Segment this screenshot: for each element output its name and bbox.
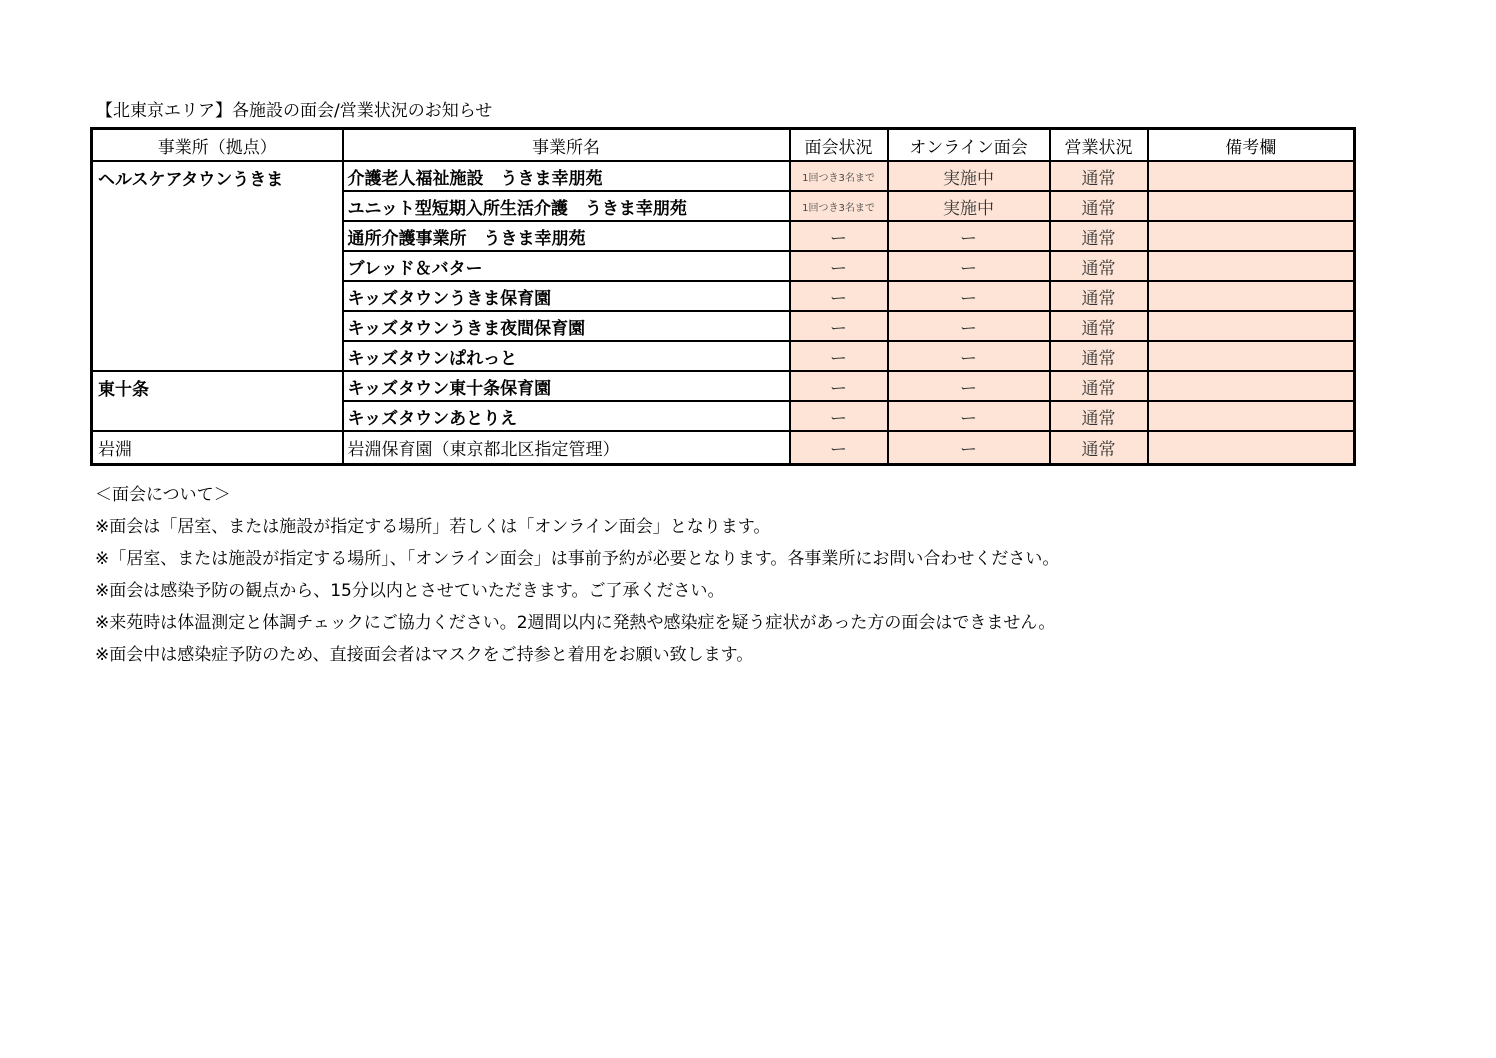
header-facility-name: 事業所名 [343, 129, 790, 162]
table-row [92, 371, 1355, 401]
page-title: 【北東京エリア】各施設の面会/営業状況のお知らせ [96, 101, 493, 121]
remarks [1148, 401, 1355, 431]
header-row [92, 129, 1355, 162]
remarks [1148, 251, 1355, 281]
note-line: ※面会は感染予防の観点から、15分以内とさせていただきます。ご了承ください。 [95, 581, 725, 601]
facility-name: キッズタウンぱれっと [343, 341, 790, 371]
facility-name: ユニット型短期入所生活介護 うきま幸朋苑 [343, 191, 790, 221]
online-visit: 実施中 [888, 191, 1050, 221]
online-visit: ー [888, 311, 1050, 341]
facility-name: キッズタウンうきま夜間保育園 [343, 311, 790, 341]
facility-name: キッズタウン東十条保育園 [343, 371, 790, 401]
online-visit: 実施中 [888, 161, 1050, 191]
facility-status-table [90, 127, 1356, 466]
visit-status: ー [790, 221, 888, 251]
business-status: 通常 [1050, 341, 1148, 371]
online-visit: ー [888, 431, 1050, 465]
visit-status: 1回つき3名まで [790, 191, 888, 221]
visit-status: ー [790, 281, 888, 311]
business-status: 通常 [1050, 371, 1148, 401]
header-business-status: 営業状況 [1050, 129, 1148, 162]
facility-name: 通所介護事業所 うきま幸朋苑 [343, 221, 790, 251]
header-online-visit: オンライン面会 [888, 129, 1050, 162]
facility-name: 介護老人福祉施設 うきま幸朋苑 [343, 161, 790, 191]
business-status: 通常 [1050, 431, 1148, 465]
table-row [92, 431, 1355, 465]
business-status: 通常 [1050, 401, 1148, 431]
online-visit: ー [888, 251, 1050, 281]
business-status: 通常 [1050, 221, 1148, 251]
online-visit: ー [888, 221, 1050, 251]
online-visit: ー [888, 371, 1050, 401]
notes-heading: ＜面会について＞ [95, 485, 231, 505]
visit-status: ー [790, 431, 888, 465]
online-visit: ー [888, 281, 1050, 311]
remarks [1148, 281, 1355, 311]
remarks [1148, 221, 1355, 251]
remarks [1148, 161, 1355, 191]
note-line: ※面会中は感染症予防のため、直接面会者はマスクをご持参と着用をお願い致します。 [95, 645, 754, 665]
visit-status: ー [790, 371, 888, 401]
header-visit-status: 面会状況 [790, 129, 888, 162]
table-row [92, 161, 1355, 191]
visit-status: ー [790, 251, 888, 281]
visit-status: ー [790, 401, 888, 431]
visit-notes [95, 483, 1059, 675]
business-status: 通常 [1050, 311, 1148, 341]
base-cell: 東十条 [92, 371, 343, 431]
note-line: ※来苑時は体温測定と体調チェックにご協力ください。2週間以内に発熱や感染症を疑う症状があった方の面会はできません。 [95, 613, 1056, 633]
online-visit: ー [888, 401, 1050, 431]
base-cell: 岩淵 [92, 431, 343, 465]
visit-status: ー [790, 341, 888, 371]
online-visit: ー [888, 341, 1050, 371]
visit-status: ー [790, 311, 888, 341]
facility-name: ブレッド＆バター [343, 251, 790, 281]
note-line: ※「居室、または施設が指定する場所」、「オンライン面会」は事前予約が必要となります。各事業所にお問い合わせください。 [95, 549, 1060, 569]
visit-status: 1回つき3名まで [790, 161, 888, 191]
remarks [1148, 191, 1355, 221]
facility-name: 岩淵保育園（東京都北区指定管理） [343, 431, 790, 465]
header-base: 事業所（拠点） [92, 129, 343, 162]
business-status: 通常 [1050, 251, 1148, 281]
facility-name: キッズタウンあとりえ [343, 401, 790, 431]
business-status: 通常 [1050, 161, 1148, 191]
note-line: ※面会は「居室、または施設が指定する場所」若しくは「オンライン面会」となります。 [95, 517, 771, 537]
remarks [1148, 311, 1355, 341]
remarks [1148, 341, 1355, 371]
business-status: 通常 [1050, 191, 1148, 221]
business-status: 通常 [1050, 281, 1148, 311]
remarks [1148, 431, 1355, 465]
header-remarks: 備考欄 [1148, 129, 1355, 162]
facility-name: キッズタウンうきま保育園 [343, 281, 790, 311]
base-cell: ヘルスケアタウンうきま [92, 161, 343, 371]
remarks [1148, 371, 1355, 401]
